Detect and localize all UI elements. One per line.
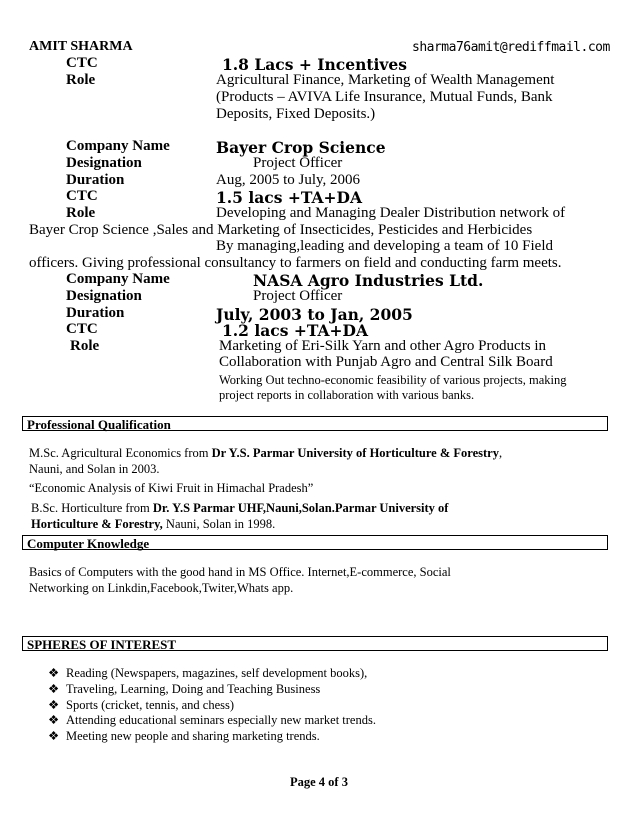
job2-designation-value: Project Officer [253, 155, 343, 171]
job2-role-line1: Developing and Managing Dealer Distribution network of [216, 205, 566, 221]
job3-ctc-label: CTC [66, 321, 98, 337]
job3-role-line2: Collaboration with Punjab Agro and Central Silk Board [219, 354, 553, 370]
job2-company-label: Company Name [66, 138, 170, 154]
bullet-icon: ❖ [48, 729, 60, 743]
job2-designation-label: Designation [66, 155, 142, 171]
job3-company-label: Company Name [66, 271, 170, 287]
job3-role-line1: Marketing of Eri-Silk Yarn and other Agro Products in [219, 338, 547, 354]
msc-line2: Nauni, and Solan in 2003. [29, 462, 160, 476]
job3-ctc-value: 1.2 lacs +TA+DA [222, 321, 369, 340]
thesis-title: “Economic Analysis of Kiwi Fruit in Himachal Pradesh” [29, 481, 314, 495]
bsc-suffix: Nauni, Solan in 1998. [162, 517, 276, 531]
computer-line2: Networking on Linkdin,Facebook,Twiter,Whats app. [29, 581, 294, 595]
bsc-prefix: B.Sc. Horticulture from [31, 501, 153, 515]
bullet-icon: ❖ [48, 666, 60, 680]
job3-company-value: NASA Agro Industries Ltd. [253, 271, 484, 290]
job2-role-label: Role [66, 205, 96, 221]
job2-role-line4: officers. Giving professional consultancy to farmers on field and conducting farm meets. [29, 255, 562, 271]
job2-role-line3: By managing,leading and developing a team of 10 Field [216, 238, 554, 254]
job3-role-line4: project reports in collaboration with various banks. [219, 388, 475, 402]
computer-line1: Basics of Computers with the good hand in MS Office. Internet,E-commerce, Social [29, 565, 451, 579]
job1-role-line3: Deposits, Fixed Deposits.) [216, 106, 376, 122]
bsc-university-2: Horticulture & Forestry, [31, 517, 163, 531]
section-heading-computer: Computer Knowledge [22, 535, 608, 550]
job3-designation-label: Designation [66, 288, 142, 304]
job3-duration-label: Duration [66, 305, 125, 321]
job1-role-label: Role [66, 72, 96, 88]
job2-duration-label: Duration [66, 172, 125, 188]
job1-ctc-label: CTC [66, 55, 98, 71]
job3-role-line3: Working Out techno-economic feasibility of various projects, making [219, 373, 567, 387]
job1-role-line1: Agricultural Finance, Marketing of Wealth Management [216, 72, 555, 88]
job3-designation-value: Project Officer [253, 288, 343, 304]
msc-university: Dr Y.S. Parmar University of Horticulture & Forestry [211, 446, 499, 460]
page-number: Page 4 of 3 [290, 775, 348, 789]
job2-role-line2: Bayer Crop Science ,Sales and Marketing of Insecticides, Pesticides and Herbicides [29, 222, 533, 238]
bullet-icon: ❖ [48, 682, 60, 696]
list-item: ❖ Sports (cricket, tennis, and chess) [48, 698, 235, 712]
candidate-name: AMIT SHARMA [29, 39, 133, 54]
section-heading-qualification: Professional Qualification [22, 416, 608, 431]
job3-duration-value: July, 2003 to Jan, 2005 [216, 305, 413, 324]
job2-ctc-label: CTC [66, 188, 98, 204]
list-item: ❖ Traveling, Learning, Doing and Teaching Business [48, 682, 321, 696]
job1-ctc-value: 1.8 Lacs + Incentives [222, 55, 407, 74]
email-address: sharma76amit@rediffmail.com [412, 40, 610, 55]
bsc-line2 [31, 516, 275, 532]
list-item: ❖ Reading (Newspapers, magazines, self development books), [48, 666, 368, 680]
job3-role-label: Role [70, 338, 100, 354]
msc-line [29, 445, 607, 461]
bsc-line [31, 500, 448, 516]
list-item: ❖ Attending educational seminars especially new market trends. [48, 713, 376, 727]
section-heading-interest: SPHERES OF INTEREST [22, 636, 608, 651]
job2-duration-value: Aug, 2005 to July, 2006 [216, 172, 361, 188]
bullet-icon: ❖ [48, 698, 60, 712]
msc-prefix: M.Sc. Agricultural Economics from [29, 446, 212, 460]
msc-suffix: , [498, 446, 503, 460]
bsc-university-1: Dr. Y.S Parmar UHF,Nauni,Solan.Parmar University of [152, 501, 449, 515]
job2-ctc-value: 1.5 lacs +TA+DA [216, 188, 363, 207]
list-item: ❖ Meeting new people and sharing marketing trends. [48, 729, 320, 743]
job1-role-line2: (Products – AVIVA Life Insurance, Mutual Funds, Bank [216, 89, 553, 105]
bullet-icon: ❖ [48, 713, 60, 727]
job2-company-value: Bayer Crop Science [216, 138, 386, 157]
